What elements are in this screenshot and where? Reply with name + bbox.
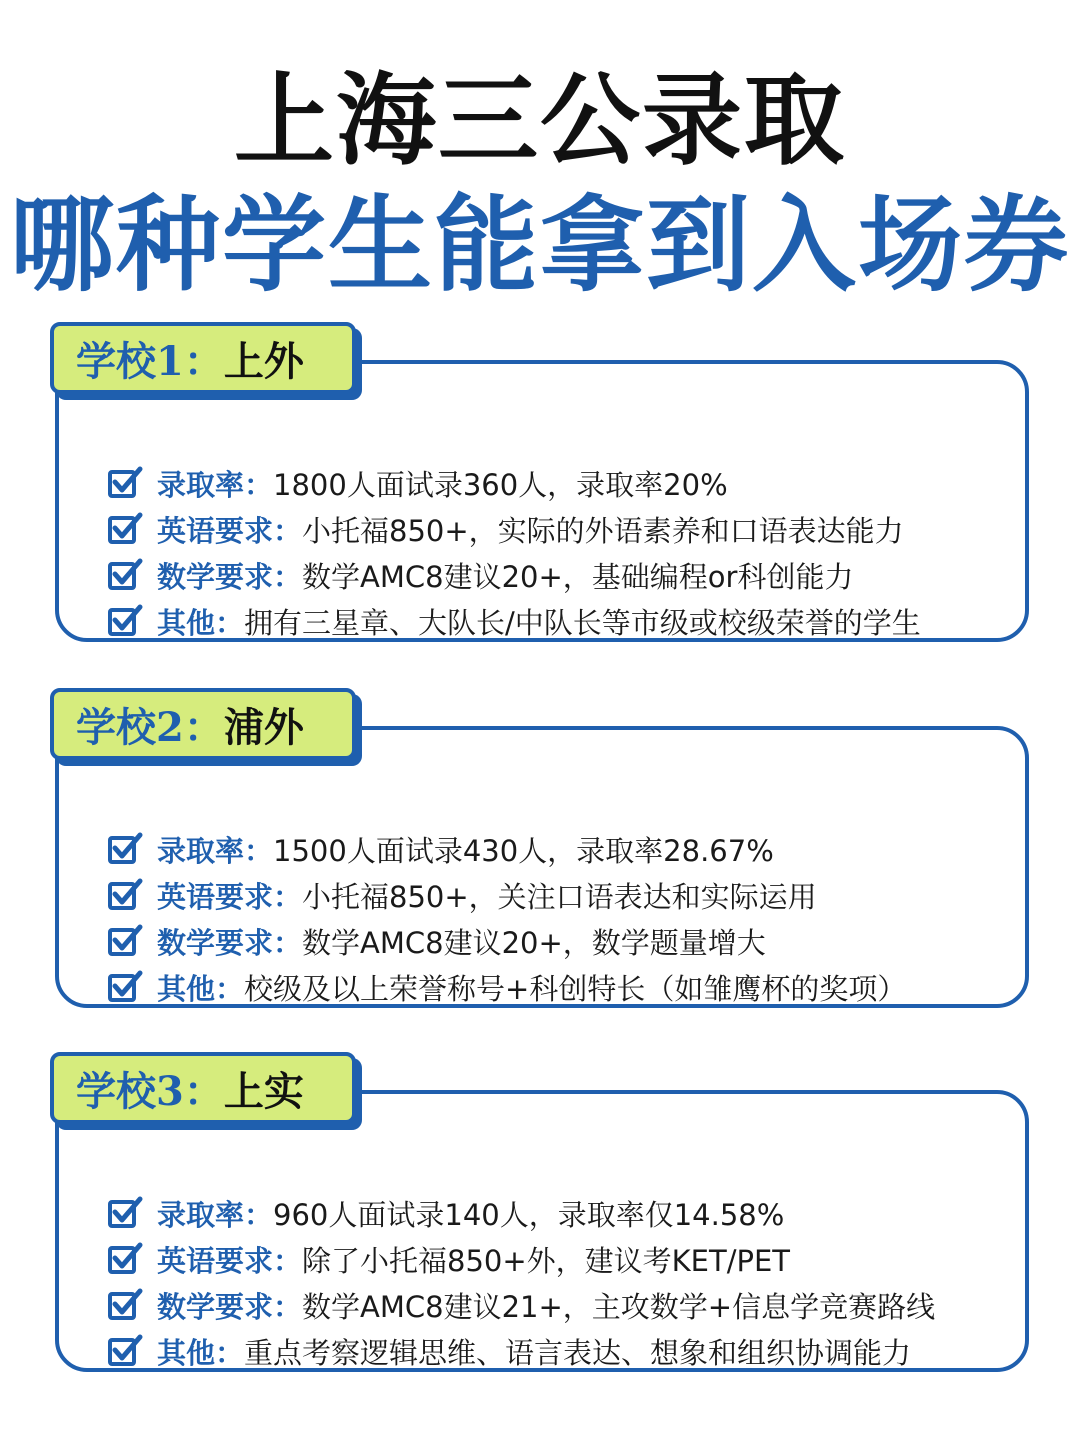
criteria-row-admission-rate <box>107 826 906 872</box>
criteria-row-admission-rate <box>107 460 921 506</box>
school-tag-name: 上实 <box>223 1067 304 1115</box>
school-section-1 <box>50 322 1032 662</box>
criteria-row-other <box>107 1328 935 1374</box>
school-tag <box>50 1052 356 1124</box>
school-card <box>55 360 1029 642</box>
criteria-row-math <box>107 918 906 964</box>
criteria-value: 小托福850+，关注口语表达和实际运用 <box>302 879 817 914</box>
checkbox-checked-icon <box>107 465 143 501</box>
criteria-label: 其他： <box>157 971 245 1006</box>
criteria-label: 数学要求： <box>157 559 303 594</box>
school-card <box>55 726 1029 1008</box>
checkbox-checked-icon <box>107 511 143 547</box>
school-tag <box>50 688 356 760</box>
criteria-row-english <box>107 872 906 918</box>
criteria-value: 1800人面试录360人，录取率20% <box>273 467 728 502</box>
criteria-row-admission-rate <box>107 1190 935 1236</box>
school-section-3 <box>50 1052 1032 1392</box>
criteria-list <box>107 460 921 644</box>
criteria-value: 除了小托福850+外，建议考KET/PET <box>302 1243 791 1278</box>
school-section-2 <box>50 688 1032 1028</box>
criteria-row-other <box>107 598 921 644</box>
criteria-label: 录取率： <box>157 1197 274 1232</box>
checkbox-checked-icon <box>107 1333 143 1369</box>
criteria-value: 拥有三星章、大队长/中队长等市级或校级荣誉的学生 <box>244 605 921 640</box>
criteria-value: 960人面试录140人，录取率仅14.58% <box>273 1197 785 1232</box>
criteria-list <box>107 826 906 1010</box>
criteria-label: 其他： <box>157 605 245 640</box>
school-tag-prefix: 学校1： <box>76 337 224 385</box>
criteria-value: 校级及以上荣誉称号+科创特长（如雏鹰杯的奖项） <box>244 971 907 1006</box>
criteria-label: 英语要求： <box>157 513 303 548</box>
criteria-label: 其他： <box>157 1335 245 1370</box>
checkbox-checked-icon <box>107 603 143 639</box>
criteria-value: 1500人面试录430人，录取率28.67% <box>273 833 774 868</box>
criteria-row-english <box>107 1236 935 1282</box>
criteria-label: 数学要求： <box>157 925 303 960</box>
checkbox-checked-icon <box>107 1195 143 1231</box>
school-tag-prefix: 学校3： <box>76 1067 224 1115</box>
criteria-value: 小托福850+，实际的外语素养和口语表达能力 <box>302 513 904 548</box>
school-tag-name: 浦外 <box>223 703 304 751</box>
criteria-value: 重点考察逻辑思维、语言表达、想象和组织协调能力 <box>244 1335 912 1370</box>
criteria-value: 数学AMC8建议20+，基础编程or科创能力 <box>302 559 854 594</box>
checkbox-checked-icon <box>107 1287 143 1323</box>
criteria-row-other <box>107 964 906 1010</box>
school-tag-prefix: 学校2： <box>76 703 224 751</box>
checkbox-checked-icon <box>107 557 143 593</box>
criteria-value: 数学AMC8建议20+，数学题量增大 <box>302 925 766 960</box>
school-tag <box>50 322 356 394</box>
page-title: 上海三公录取 <box>234 61 846 179</box>
criteria-row-math <box>107 1282 935 1328</box>
criteria-row-english <box>107 506 921 552</box>
criteria-label: 录取率： <box>157 467 274 502</box>
checkbox-checked-icon <box>107 1241 143 1277</box>
criteria-row-math <box>107 552 921 598</box>
checkbox-checked-icon <box>107 831 143 867</box>
criteria-label: 英语要求： <box>157 879 303 914</box>
school-card <box>55 1090 1029 1372</box>
page-subtitle: 哪种学生能拿到入场券 <box>9 183 1070 306</box>
school-tag-name: 上外 <box>223 337 304 385</box>
checkbox-checked-icon <box>107 969 143 1005</box>
checkbox-checked-icon <box>107 923 143 959</box>
checkbox-checked-icon <box>107 877 143 913</box>
criteria-label: 英语要求： <box>157 1243 303 1278</box>
criteria-value: 数学AMC8建议21+，主攻数学+信息学竞赛路线 <box>302 1289 936 1324</box>
criteria-label: 录取率： <box>157 833 274 868</box>
criteria-list <box>107 1190 935 1374</box>
criteria-label: 数学要求： <box>157 1289 303 1324</box>
